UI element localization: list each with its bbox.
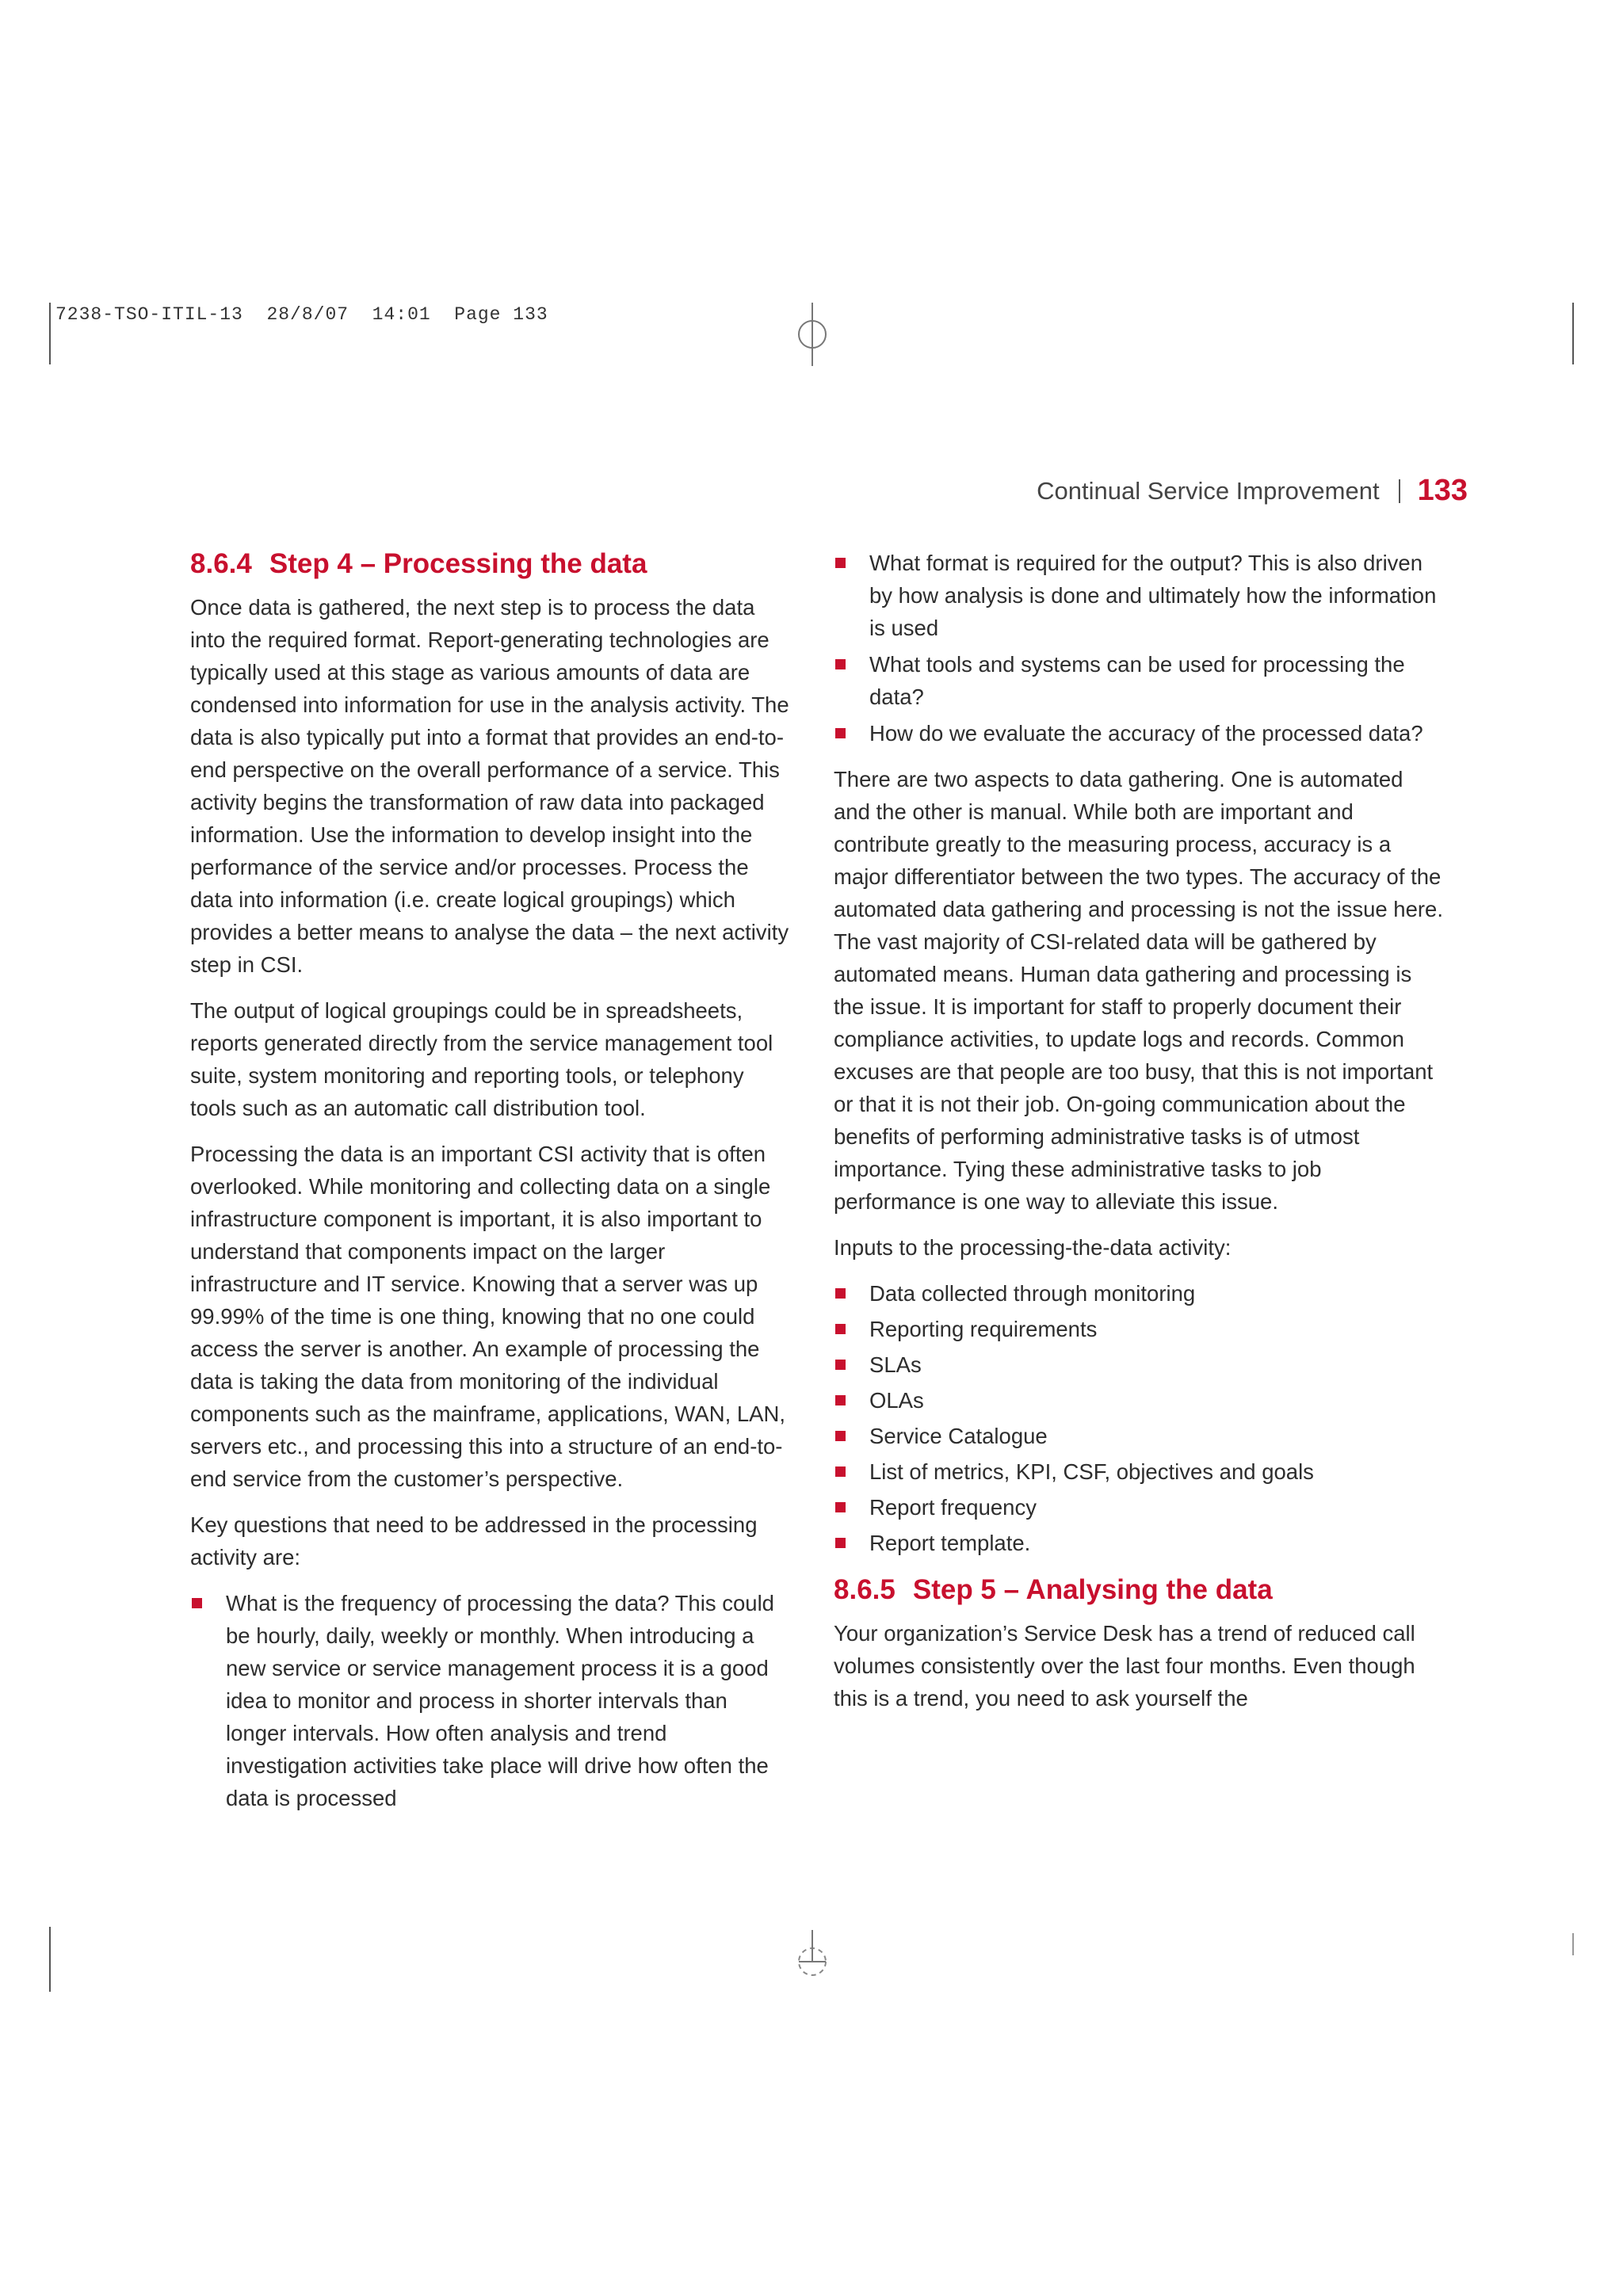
paragraph: Once data is gathered, the next step is to process the data into the required format. Report-generating technologies are typically used at this stage as various amounts of data are condensed into information for use in the analysis activity. The data is also typically put into a format that provides an end-to-end perspective on the overall performance of a service. This activity begins the transformation of raw data into packaged information. Use the information to develop insight into the performance of the service and/or processes. Process the data into information (i.e. create logical groupings) which provides a better means to analyse the data – the next activity step in CSI. bbox=[190, 595, 789, 977]
section-title: Step 4 – Processing the data bbox=[269, 548, 647, 579]
section-number: 8.6.5 bbox=[834, 1574, 896, 1605]
running-head bbox=[1037, 474, 1468, 508]
list-item bbox=[834, 1491, 1444, 1524]
registration-mark-top-icon bbox=[792, 303, 832, 366]
bullet-square-icon bbox=[835, 1324, 846, 1334]
list-item-text: What format is required for the output? This is also driven by how analysis is done and ultimately how the information is used bbox=[869, 551, 1437, 640]
trim-mark-bottom-left bbox=[49, 1927, 51, 1992]
list-item bbox=[190, 1587, 792, 1814]
list-item-text: Data collected through monitoring bbox=[869, 1281, 1196, 1306]
paragraph: Key questions that need to be addressed in the processing activity are: bbox=[190, 1512, 758, 1569]
bullet-square-icon bbox=[835, 659, 846, 669]
list-item bbox=[834, 1348, 1444, 1381]
list-item bbox=[834, 717, 1444, 749]
bullet-square-icon bbox=[835, 558, 846, 568]
left-column bbox=[190, 547, 792, 1828]
bullet-square-icon bbox=[835, 1288, 846, 1299]
list-item-text: Service Catalogue bbox=[869, 1424, 1048, 1448]
list-item-text: How do we evaluate the accuracy of the processed data? bbox=[869, 721, 1423, 746]
registration-mark-bottom-icon bbox=[792, 1930, 832, 1985]
list-item-text: OLAs bbox=[869, 1388, 924, 1413]
paragraph: Inputs to the processing-the-data activity: bbox=[834, 1235, 1232, 1260]
list-item-text: What is the frequency of processing the data? This could be hourly, daily, weekly or monthly. When introducing a new service or service management process it is a good idea to monitor and process in shorter intervals than longer intervals. How often analysis and trend investigation activities take place will drive how often the data is processed bbox=[226, 1591, 774, 1810]
page-number: 133 bbox=[1417, 474, 1468, 507]
bullet-square-icon bbox=[835, 1538, 846, 1548]
section-heading-8-6-5 bbox=[834, 1573, 1444, 1608]
running-head-divider bbox=[1399, 479, 1400, 503]
list-item bbox=[834, 1277, 1444, 1310]
inputs-list bbox=[834, 1277, 1444, 1559]
list-item-text: Reporting requirements bbox=[869, 1317, 1098, 1341]
trim-mark-top-left bbox=[49, 303, 51, 364]
paragraph: Your organization’s Service Desk has a trend of reduced call volumes consistently over the last four months. Even though this is a trend, you need to ask yourself the bbox=[834, 1621, 1415, 1711]
right-column bbox=[834, 547, 1444, 1728]
paragraph: There are two aspects to data gathering. One is automated and the other is manual. While both are important and contribute greatly to the measuring process, accuracy is a major differentiator between the two types. The accuracy of the automated data gathering and processing is not the issue here. The vast majority of CSI-related data will be gathered by automated means. Human data gathering and processing is the issue. It is important for staff to properly document their compliance activities, to update logs and records. Common excuses are that people are too busy, that this is not important or that it is not their job. On-going communication about the benefits of performing administrative tasks is of utmost importance. Tying these administrative tasks to job performance is one way to alleviate this issue. bbox=[834, 767, 1443, 1214]
section-number: 8.6.4 bbox=[190, 548, 252, 579]
list-item-text: Report template. bbox=[869, 1531, 1031, 1555]
list-item-text: SLAs bbox=[869, 1352, 922, 1377]
bullet-square-icon bbox=[192, 1598, 202, 1608]
running-head-title: Continual Service Improvement bbox=[1037, 476, 1380, 505]
list-item bbox=[834, 1384, 1444, 1417]
bullet-square-icon bbox=[835, 1502, 846, 1512]
list-item-text: List of metrics, KPI, CSF, objectives and goals bbox=[869, 1459, 1314, 1484]
list-item bbox=[834, 1420, 1444, 1452]
questions-list-continued bbox=[834, 547, 1444, 749]
section-heading-8-6-4 bbox=[190, 547, 792, 582]
trim-mark-top-right bbox=[1572, 303, 1574, 364]
paragraph: Processing the data is an important CSI activity that is often overlooked. While monitoring and collecting data on a single infrastructure component is important, it is also important to understand that components impact on the larger infrastructure and IT service. Knowing that a server was up 99.99% of the time is one thing, knowing that no one could access the server is another. An example of processing the data is taking the data from monitoring of the individual components such as the mainframe, applications, WAN, LAN, servers etc., and processing this into a structure of an end-to-end service from the customer’s perspective. bbox=[190, 1142, 785, 1491]
section-title: Step 5 – Analysing the data bbox=[912, 1574, 1273, 1605]
trim-mark-bottom-right bbox=[1572, 1933, 1574, 1955]
bullet-square-icon bbox=[835, 1466, 846, 1477]
list-item bbox=[834, 1455, 1444, 1488]
bullet-square-icon bbox=[835, 1431, 846, 1441]
list-item bbox=[834, 547, 1444, 644]
paragraph: The output of logical groupings could be in spreadsheets, reports generated directly from the service management tool suite, system monitoring and reporting tools, or telephony tools such as an automatic call distribution tool. bbox=[190, 998, 773, 1120]
bullet-square-icon bbox=[835, 1360, 846, 1370]
bullet-square-icon bbox=[835, 1395, 846, 1405]
list-item-text: What tools and systems can be used for processing the data? bbox=[869, 652, 1405, 709]
list-item bbox=[834, 648, 1444, 713]
bullet-square-icon bbox=[835, 728, 846, 738]
list-item bbox=[834, 1527, 1444, 1559]
questions-list bbox=[190, 1587, 792, 1814]
list-item-text: Report frequency bbox=[869, 1495, 1037, 1520]
print-slug: 7238-TSO-ITIL-13 28/8/07 14:01 Page 133 bbox=[55, 304, 548, 325]
list-item bbox=[834, 1313, 1444, 1345]
